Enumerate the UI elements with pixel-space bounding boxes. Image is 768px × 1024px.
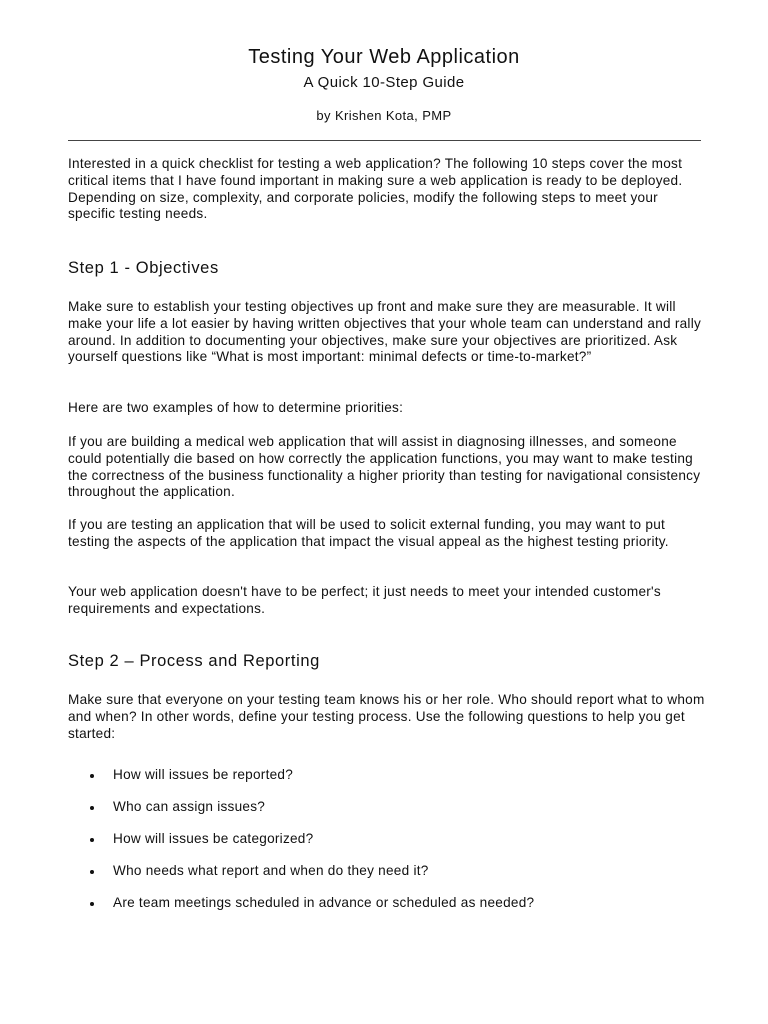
bullet-icon [90, 870, 94, 874]
bullet-icon [90, 902, 94, 906]
list-item-text: Who can assign issues? [113, 799, 266, 814]
step1-paragraph-4: If you are testing an application that will be used to solicit external funding, you may want to put testing the aspects of the application that impact the visual appeal as the highest testing priority. [68, 517, 669, 549]
step2-question-list [90, 766, 534, 926]
list-item-text: Are team meetings scheduled in advance or scheduled as needed? [113, 895, 535, 910]
list-item-text: Who needs what report and when do they need it? [113, 863, 429, 878]
step1-paragraph-5: Your web application doesn't have to be perfect; it just needs to meet your intended customer's requirements and expectations. [68, 584, 661, 616]
bullet-icon [90, 774, 94, 778]
header-divider [68, 140, 701, 141]
list-item-text: How will issues be reported? [113, 767, 294, 782]
document-author: by Krishen Kota, PMP [316, 108, 452, 123]
list-item [90, 830, 534, 862]
list-item-text: How will issues be categorized? [113, 831, 314, 846]
document-title: Testing Your Web Application [248, 46, 520, 68]
list-item [90, 894, 534, 926]
step1-heading: Step 1 - Objectives [68, 259, 219, 277]
list-item [90, 862, 534, 894]
list-item [90, 798, 534, 830]
step2-heading: Step 2 – Process and Reporting [68, 652, 320, 670]
intro-paragraph: Interested in a quick checklist for testing a web application? The following 10 steps cover the most critical items that I have found important in making sure a web application is ready to be deployed. Depending on size, complexity, and corporate policies, modify the following steps to meet your specific testing needs. [68, 156, 683, 222]
bullet-icon [90, 806, 94, 810]
document-subtitle: A Quick 10-Step Guide [303, 74, 465, 91]
step1-paragraph-2: Here are two examples of how to determine priorities: [68, 400, 404, 415]
step1-paragraph-3: If you are building a medical web application that will assist in diagnosing illnesses, and someone could potentially die based on how correctly the application functions, you may want to make testing the correctness of the business functionality a higher priority than testing for navigational consistency throughout the application. [68, 434, 701, 500]
bullet-icon [90, 838, 94, 842]
step1-paragraph-1: Make sure to establish your testing objectives up front and make sure they are measurable. It will make your life a lot easier by having written objectives that your whole team can understand and rally around. In addition to documenting your objectives, make sure your objectives are prioritized. Ask yourself questions like “What is most important: minimal defects or time-to-market?” [68, 299, 702, 365]
step2-paragraph-1: Make sure that everyone on your testing team knows his or her role. Who should report what to whom and when? In other words, define your testing process. Use the following questions to help you get started: [68, 692, 705, 741]
list-item [90, 766, 534, 798]
